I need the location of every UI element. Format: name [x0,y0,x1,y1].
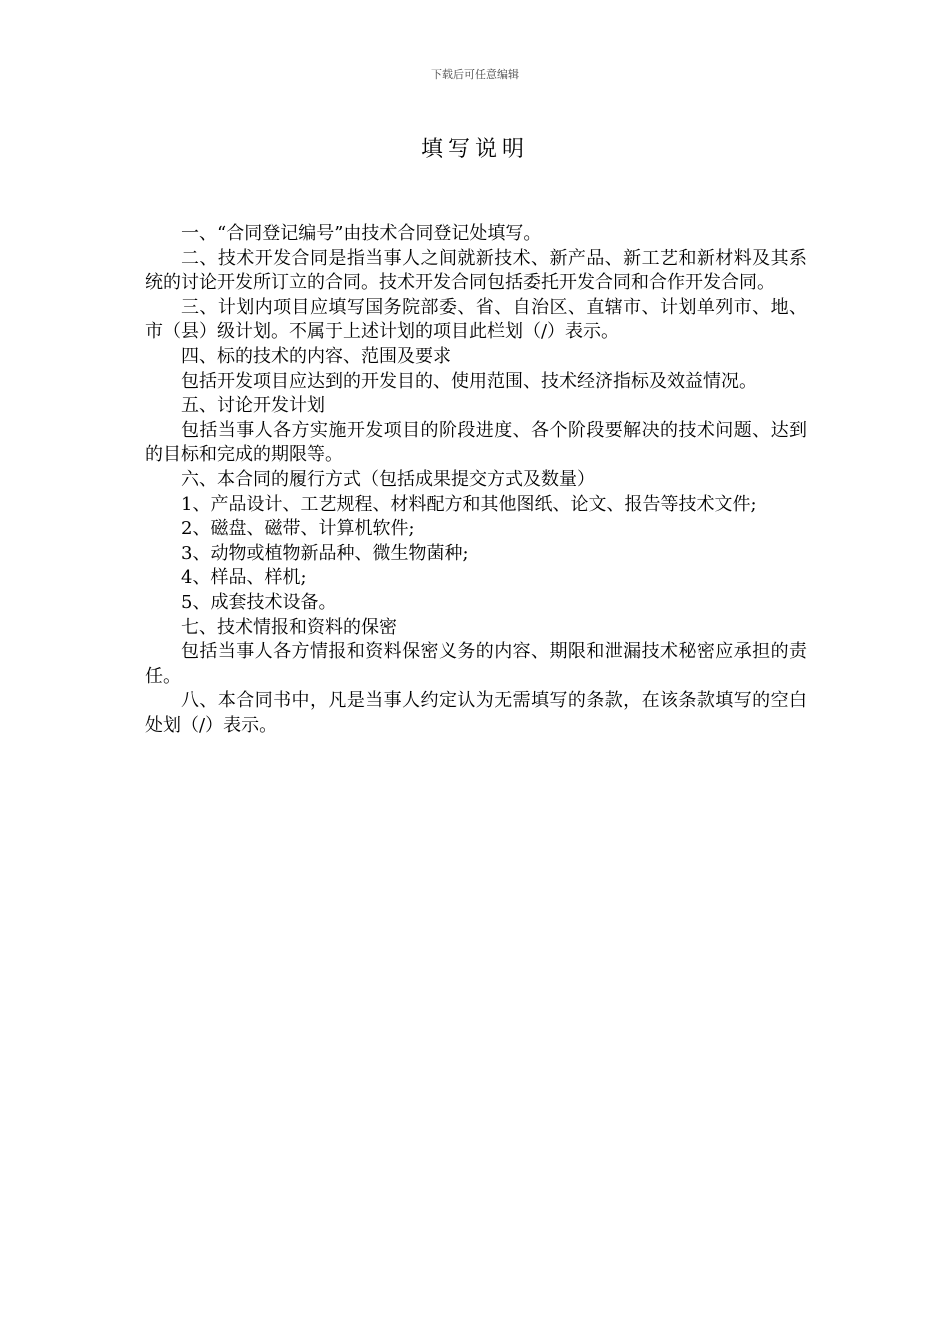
paragraph-contract-registration-number: 一、“合同登记编号”由技术合同登记处填写。 [181,223,542,244]
paragraph-section-five-heading: 五、讨论开发计划 [181,395,325,417]
list-item-new-varieties: 3、动物或植物新品种、微生物菌种; [181,542,469,564]
paragraph-section-four-body: 包括开发项目应达到的开发目的、使用范围、技术经济指标及效益情况。 [181,370,757,392]
header-note: 下载后可任意编辑 [431,68,519,81]
paragraph-section-five-body: 包括当事人各方实施开发项目的阶段进度、各个阶段要解决的技术问题、达到的目标和完成的期限等。 [145,419,807,466]
list-item-technical-documents: 1、产品设计、工艺规程、材料配方和其他图纸、论文、报告等技术文件; [181,493,757,515]
paragraph-development-contract-definition: 二、技术开发合同是指当事人之间就新技术、新产品、新工艺和新材料及其系统的讨论开发所订立的合同。技术开发合同包括委托开发合同和合作开发合同。 [145,247,807,294]
page-title: 填写说明 [420,137,529,162]
paragraph-section-six-heading: 六、本合同的履行方式（包括成果提交方式及数量） [181,468,595,490]
list-item-software-media: 2、磁盘、磁带、计算机软件; [181,518,415,540]
list-item-samples: 4、样品、样机; [181,567,307,589]
instructions-body [145,222,807,738]
paragraph-section-seven-body: 包括当事人各方情报和资料保密义务的内容、期限和泄漏技术秘密应承担的责任。 [145,641,807,687]
paragraph-section-eight: 八、本合同书中，凡是当事人约定认为无需填写的条款，在该条款填写的空白处划（/）表示。 [145,690,807,736]
paragraph-section-four-heading: 四、标的技术的内容、范围及要求 [181,345,451,367]
paragraph-section-seven-heading: 七、技术情报和资料的保密 [181,616,397,638]
list-item-equipment: 5、成套技术设备。 [181,591,337,613]
paragraph-planned-projects: 三、计划内项目应填写国务院部委、省、自治区、直辖市、计划单列市、地、市（县）级计划。不属于上述计划的项目此栏划（/）表示。 [145,296,807,343]
